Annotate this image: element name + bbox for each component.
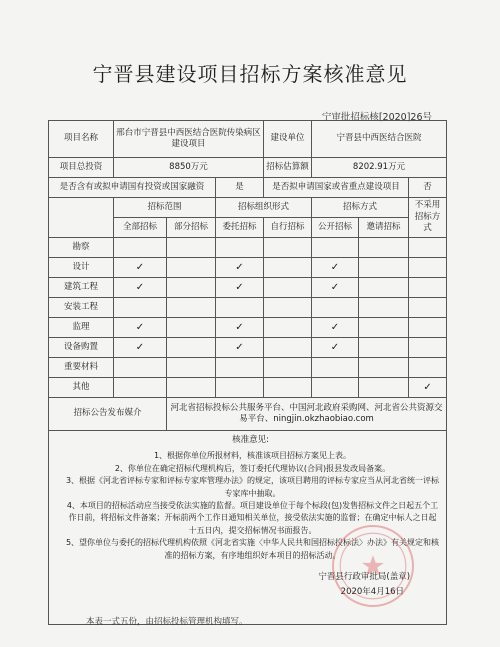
check-cell xyxy=(409,238,447,258)
category-label: 勘察 xyxy=(49,238,114,258)
opinion-item-1: 1、根据你单位所报材料，核准该项目招标方案见上表。 xyxy=(153,451,352,461)
check-cell xyxy=(409,318,447,338)
check-cell xyxy=(114,358,167,378)
checkmark-icon: ✓ xyxy=(312,258,359,278)
opinion-item-4: 4、本项目的招标活动应当接受依法实施的监督。项目建设单位于每个标段(包)发售招标文件之日起五个工作日前，将招标文件备案；开标前两个工作日通知相关单位，接受依法实施的监督；在确定中标人之日起十五日内，提交招标情况书面报告。 xyxy=(66,501,439,535)
header-entrusted-bid: 委托招标 xyxy=(216,218,264,238)
check-cell xyxy=(359,338,409,358)
check-cell xyxy=(409,258,447,278)
project-name-label: 项目名称 xyxy=(49,121,114,158)
category-label: 设备购置 xyxy=(49,338,114,358)
check-cell xyxy=(359,318,409,338)
check-cell xyxy=(167,378,216,398)
check-cell xyxy=(114,298,167,318)
check-cell xyxy=(264,258,312,278)
media-label: 招标公告发布媒介 xyxy=(49,398,167,431)
category-label: 设计 xyxy=(49,258,114,278)
footer-note: 本表一式五份，由招标投标管理机构填写。 xyxy=(86,617,248,627)
checkmark-icon: ✓ xyxy=(114,278,167,298)
table-row xyxy=(49,278,447,298)
check-cell xyxy=(359,358,409,378)
header-full-bid: 全部招标 xyxy=(114,218,167,238)
bid-estimate-label: 招标估算额 xyxy=(264,158,312,178)
checkmark-icon: ✓ xyxy=(216,338,264,358)
table-row xyxy=(49,238,447,258)
check-cell xyxy=(167,338,216,358)
opinion-item-3: 3、根据《河北省评标专家和评标专家库管理办法》的规定，该项目聘用的评标专家应当从河北省统一评标专家库中抽取。 xyxy=(65,476,440,498)
header-org-form: 招标组织形式 xyxy=(216,198,312,218)
check-cell xyxy=(359,258,409,278)
header-invited-bid: 邀请招标 xyxy=(359,218,409,238)
check-cell xyxy=(359,238,409,258)
check-cell xyxy=(264,318,312,338)
check-cell xyxy=(216,378,264,398)
check-cell xyxy=(409,338,447,358)
check-cell xyxy=(167,358,216,378)
category-label: 重要材料 xyxy=(49,358,114,378)
check-cell xyxy=(409,358,447,378)
project-name-value: 邢台市宁晋县中西医结合医院传染病区建设项目 xyxy=(114,121,264,158)
header-public-bid: 公开招标 xyxy=(312,218,359,238)
media-value: 河北省招标投标公共服务平台、中国河北政府采购网、河北省公共资源交易平台、ningjin.okzhaobiao.com xyxy=(167,398,447,431)
table-row xyxy=(49,358,447,378)
table-row xyxy=(49,318,447,338)
check-cell xyxy=(167,298,216,318)
table-row xyxy=(49,298,447,318)
checkmark-icon: ✓ xyxy=(312,318,359,338)
document-number: 宁审批招标核[2020]26号 xyxy=(321,112,432,123)
check-cell xyxy=(312,378,359,398)
header-partial-bid: 部分招标 xyxy=(167,218,216,238)
check-cell xyxy=(114,378,167,398)
checkmark-icon: ✓ xyxy=(312,278,359,298)
opinion-heading: 核准意见: xyxy=(232,435,269,445)
opinion-item-2: 2、你单位在确定招标代理机构后，签订委托代理协议(合同)报县发改局备案。 xyxy=(114,463,391,473)
key-project-label: 是否拟申请国家或省重点建设项目 xyxy=(264,178,409,198)
seal-icon xyxy=(334,527,412,605)
page-title: 宁晋县建设项目招标方案核准意见 xyxy=(92,62,408,86)
checkmark-icon: ✓ xyxy=(216,258,264,278)
approval-table xyxy=(48,120,447,625)
issue-date: 2020年4月16日 xyxy=(340,587,405,598)
checkmark-icon: ✓ xyxy=(216,318,264,338)
check-cell xyxy=(264,358,312,378)
check-cell xyxy=(216,298,264,318)
check-cell xyxy=(312,298,359,318)
check-cell xyxy=(409,278,447,298)
check-cell xyxy=(409,298,447,318)
check-cell xyxy=(359,378,409,398)
checkmark-icon: ✓ xyxy=(114,258,167,278)
checkmark-icon: ✓ xyxy=(114,318,167,338)
state-fund-value: 是 xyxy=(216,178,264,198)
check-cell xyxy=(167,318,216,338)
check-cell xyxy=(312,358,359,378)
check-cell xyxy=(167,258,216,278)
category-label: 建筑工程 xyxy=(49,278,114,298)
bid-estimate-value: 8202.91万元 xyxy=(312,158,447,178)
category-label: 其他 xyxy=(49,378,114,398)
check-cell xyxy=(359,298,409,318)
check-cell xyxy=(264,378,312,398)
check-cell xyxy=(264,298,312,318)
check-cell xyxy=(359,278,409,298)
state-fund-label: 是否含有或拟申请国有投资或国家融资 xyxy=(49,178,216,198)
table-row xyxy=(49,378,447,398)
header-scope: 招标范围 xyxy=(114,198,216,218)
approval-opinion-cell xyxy=(49,431,447,625)
check-cell xyxy=(216,238,264,258)
issuer-signature: 宁晋县行政审批局(盖章) xyxy=(318,571,411,582)
checkmark-icon: ✓ xyxy=(216,278,264,298)
construction-unit-value: 宁晋县中西医结合医院 xyxy=(312,121,447,158)
check-cell xyxy=(114,238,167,258)
header-method: 招标方式 xyxy=(312,198,409,218)
check-cell xyxy=(264,278,312,298)
opinion-item-5: 5、望你单位与委托的招标代理机构依照《河北省实施〈中华人民共和国招标投标法〉办法》有关规定和核准的招标方案，有序地组织好本项目的招标活动。 xyxy=(65,538,440,560)
header-self-bid: 自行招标 xyxy=(264,218,312,238)
checkmark-icon: ✓ xyxy=(312,338,359,358)
category-label: 监理 xyxy=(49,318,114,338)
category-label: 安装工程 xyxy=(49,298,114,318)
table-row xyxy=(49,338,447,358)
key-project-value: 否 xyxy=(409,178,447,198)
official-seal-stamp xyxy=(332,525,414,607)
header-no-bid: 不采用招标方式 xyxy=(409,198,447,238)
checkmark-icon: ✓ xyxy=(409,378,447,398)
table-row xyxy=(49,258,447,278)
total-investment-label: 项目总投资 xyxy=(49,158,114,178)
check-cell xyxy=(167,278,216,298)
construction-unit-label: 建设单位 xyxy=(264,121,312,158)
check-cell xyxy=(264,238,312,258)
check-cell xyxy=(312,238,359,258)
check-cell xyxy=(216,358,264,378)
check-cell xyxy=(167,238,216,258)
check-cell xyxy=(264,338,312,358)
header-corner-cell xyxy=(49,198,114,238)
total-investment-value: 8850万元 xyxy=(114,158,264,178)
checkmark-icon: ✓ xyxy=(114,338,167,358)
